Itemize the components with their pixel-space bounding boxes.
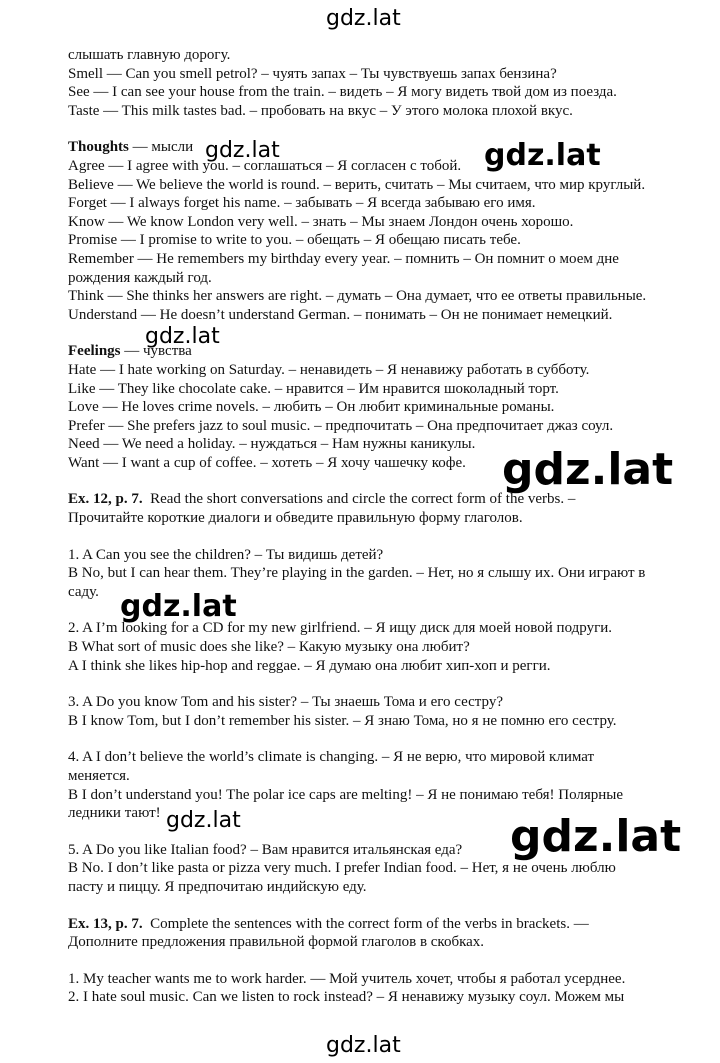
text-line: B I know Tom, but I don’t remember his sister. – Я знаю Тома, но я не помню его сестру. (68, 712, 617, 729)
conversation-2 (68, 619, 708, 675)
text-line: Hate — I hate working on Saturday. – ненавидеть – Я ненавижу работать в субботу. (68, 361, 590, 378)
text-line: Understand — He doesn’t understand German. – понимать – Он не понимает немецкий. (68, 306, 613, 323)
exercise-instruction: Ex. 13, p. 7. Complete the sentences with the correct form of the verbs in brackets. — (68, 915, 589, 932)
exercise-label: Ex. 12, p. 7. (68, 491, 143, 508)
watermark-bottom: gdz.lat (326, 1033, 401, 1058)
thoughts-section (68, 138, 708, 324)
thoughts-heading-rest: — мысли (128, 139, 194, 156)
text-line: слышать главную дорогу. (68, 47, 231, 63)
exercise-13 (68, 915, 708, 1007)
text-line: Smell — Can you smell petrol? – чуять запах – Ты чувствуешь запах бензина? (68, 65, 557, 82)
text-line: пасту и пиццу. Я предпочитаю индийскую еду. (68, 878, 367, 895)
exercise-label: Ex. 13, p. 7. (68, 915, 143, 932)
text-line: B I don’t understand you! The polar ice caps are melting! – Я не понимаю тебя! Полярные (68, 786, 624, 803)
text-line: Think — She thinks her answers are right. – думать – Она думает, что ее ответы правильные. (68, 288, 647, 305)
text-line: A I think she likes hip-hop and reggae. – Я думаю она любит хип-хоп и регги. (68, 657, 551, 674)
text-line: Need — We need a holiday. – нуждаться – Нам нужны каникулы. (68, 436, 476, 453)
text-line: 3. A Do you know Tom and his sister? – Ты знаешь Тома и его сестру? (68, 694, 503, 711)
section-heading (68, 138, 708, 157)
text-line: 1. A Can you see the children? – Ты видишь детей? (68, 546, 384, 563)
text-line: саду. (68, 583, 99, 600)
text-line: Love — He loves crime novels. – любить – Он любит криминальные романы. (68, 399, 555, 416)
watermark-thoughts-a: gdz.lat (205, 138, 280, 163)
text-line: 2. I hate soul music. Can we listen to rock instead? – Я ненавижу музыку соул. Можем мы (68, 989, 625, 1006)
document-page (68, 46, 708, 1007)
exercise-translation: Дополните предложения правильной формой глаголов в скобках. (68, 934, 485, 951)
text-line: Want — I want a cup of coffee. – хотеть – Я хочу чашечку кофе. (68, 454, 466, 471)
exercise-translation: Прочитайте короткие диалоги и обведите правильную форму глаголов. (68, 510, 523, 527)
text-line: Know — We know London very well. – знать – Мы знаем Лондон очень хорошо. (68, 213, 574, 230)
watermark-large-1: gdz.lat (502, 444, 674, 495)
text-line: Prefer — She prefers jazz to soul music. – предпочитать – Она предпочитает джаз соул. (68, 417, 614, 434)
exercise-instruction: Ex. 12, p. 7. Read the short conversations and circle the correct form of the verbs. – (68, 491, 576, 508)
text-line: Promise — I promise to write to you. – обещать – Я обещаю писать тебе. (68, 232, 521, 249)
text-line: Forget — I always forget his name. – забывать – Я всегда забываю его имя. (68, 195, 536, 212)
text-line: 5. A Do you like Italian food? – Вам нравится итальянская еда? (68, 841, 463, 858)
text-line: меняется. (68, 768, 130, 784)
thoughts-heading: Thoughts (68, 139, 129, 156)
text-line: Taste — This milk tastes bad. – пробовать на вкус – У этого молока плохой вкус. (68, 102, 573, 119)
watermark-conversation-1: gdz.lat (120, 589, 237, 624)
text-line: B What sort of music does she like? – Какую музыку она любит? (68, 639, 470, 656)
text-line: B No. I don’t like pasta or pizza very much. I prefer Indian food. – Нет, я не очень люблю (68, 860, 616, 877)
text-line: Like — They like chocolate cake. – нравится – Им нравится шоколадный торт. (68, 380, 559, 397)
watermark-thoughts-b: gdz.lat (484, 138, 601, 173)
watermark-large-2: gdz.lat (510, 811, 682, 862)
text-line: B No, but I can hear them. They’re playing in the garden. – Нет, но я слышу их. Они играют в (68, 565, 646, 582)
text-line: See — I can see your house from the train. – видеть – Я могу видеть твой дом из поезда. (68, 84, 617, 101)
text-line: ледники тают! (68, 805, 161, 822)
text-line: 1. My teacher wants me to work harder. — Мой учитель хочет, чтобы я работал усерднее. (68, 970, 626, 987)
feelings-heading-rest: — чувства (120, 343, 192, 360)
conversation-3 (68, 693, 708, 730)
text-line: 2. A I’m looking for a CD for my new girlfriend. – Я ищу диск для моей новой подруги. (68, 620, 613, 637)
text-line: рождения каждый год. (68, 269, 212, 286)
text-line: 4. A I don’t believe the world’s climate is changing. – Я не верю, что мировой климат (68, 749, 595, 766)
senses-tail-section (68, 46, 708, 120)
text-line: Believe — We believe the world is round. – верить, считать – Мы считаем, что мир круглый. (68, 176, 646, 193)
watermark-feelings: gdz.lat (145, 324, 220, 349)
feelings-heading: Feelings (68, 343, 121, 360)
text-line: Agree — I agree with you. – соглашаться – Я согласен с тобой. (68, 157, 462, 174)
watermark-top: gdz.lat (326, 6, 401, 31)
watermark-conversation-4: gdz.lat (166, 808, 241, 833)
text-line: Remember — He remembers my birthday every year. – помнить – Он помнит о моем дне (68, 250, 619, 267)
